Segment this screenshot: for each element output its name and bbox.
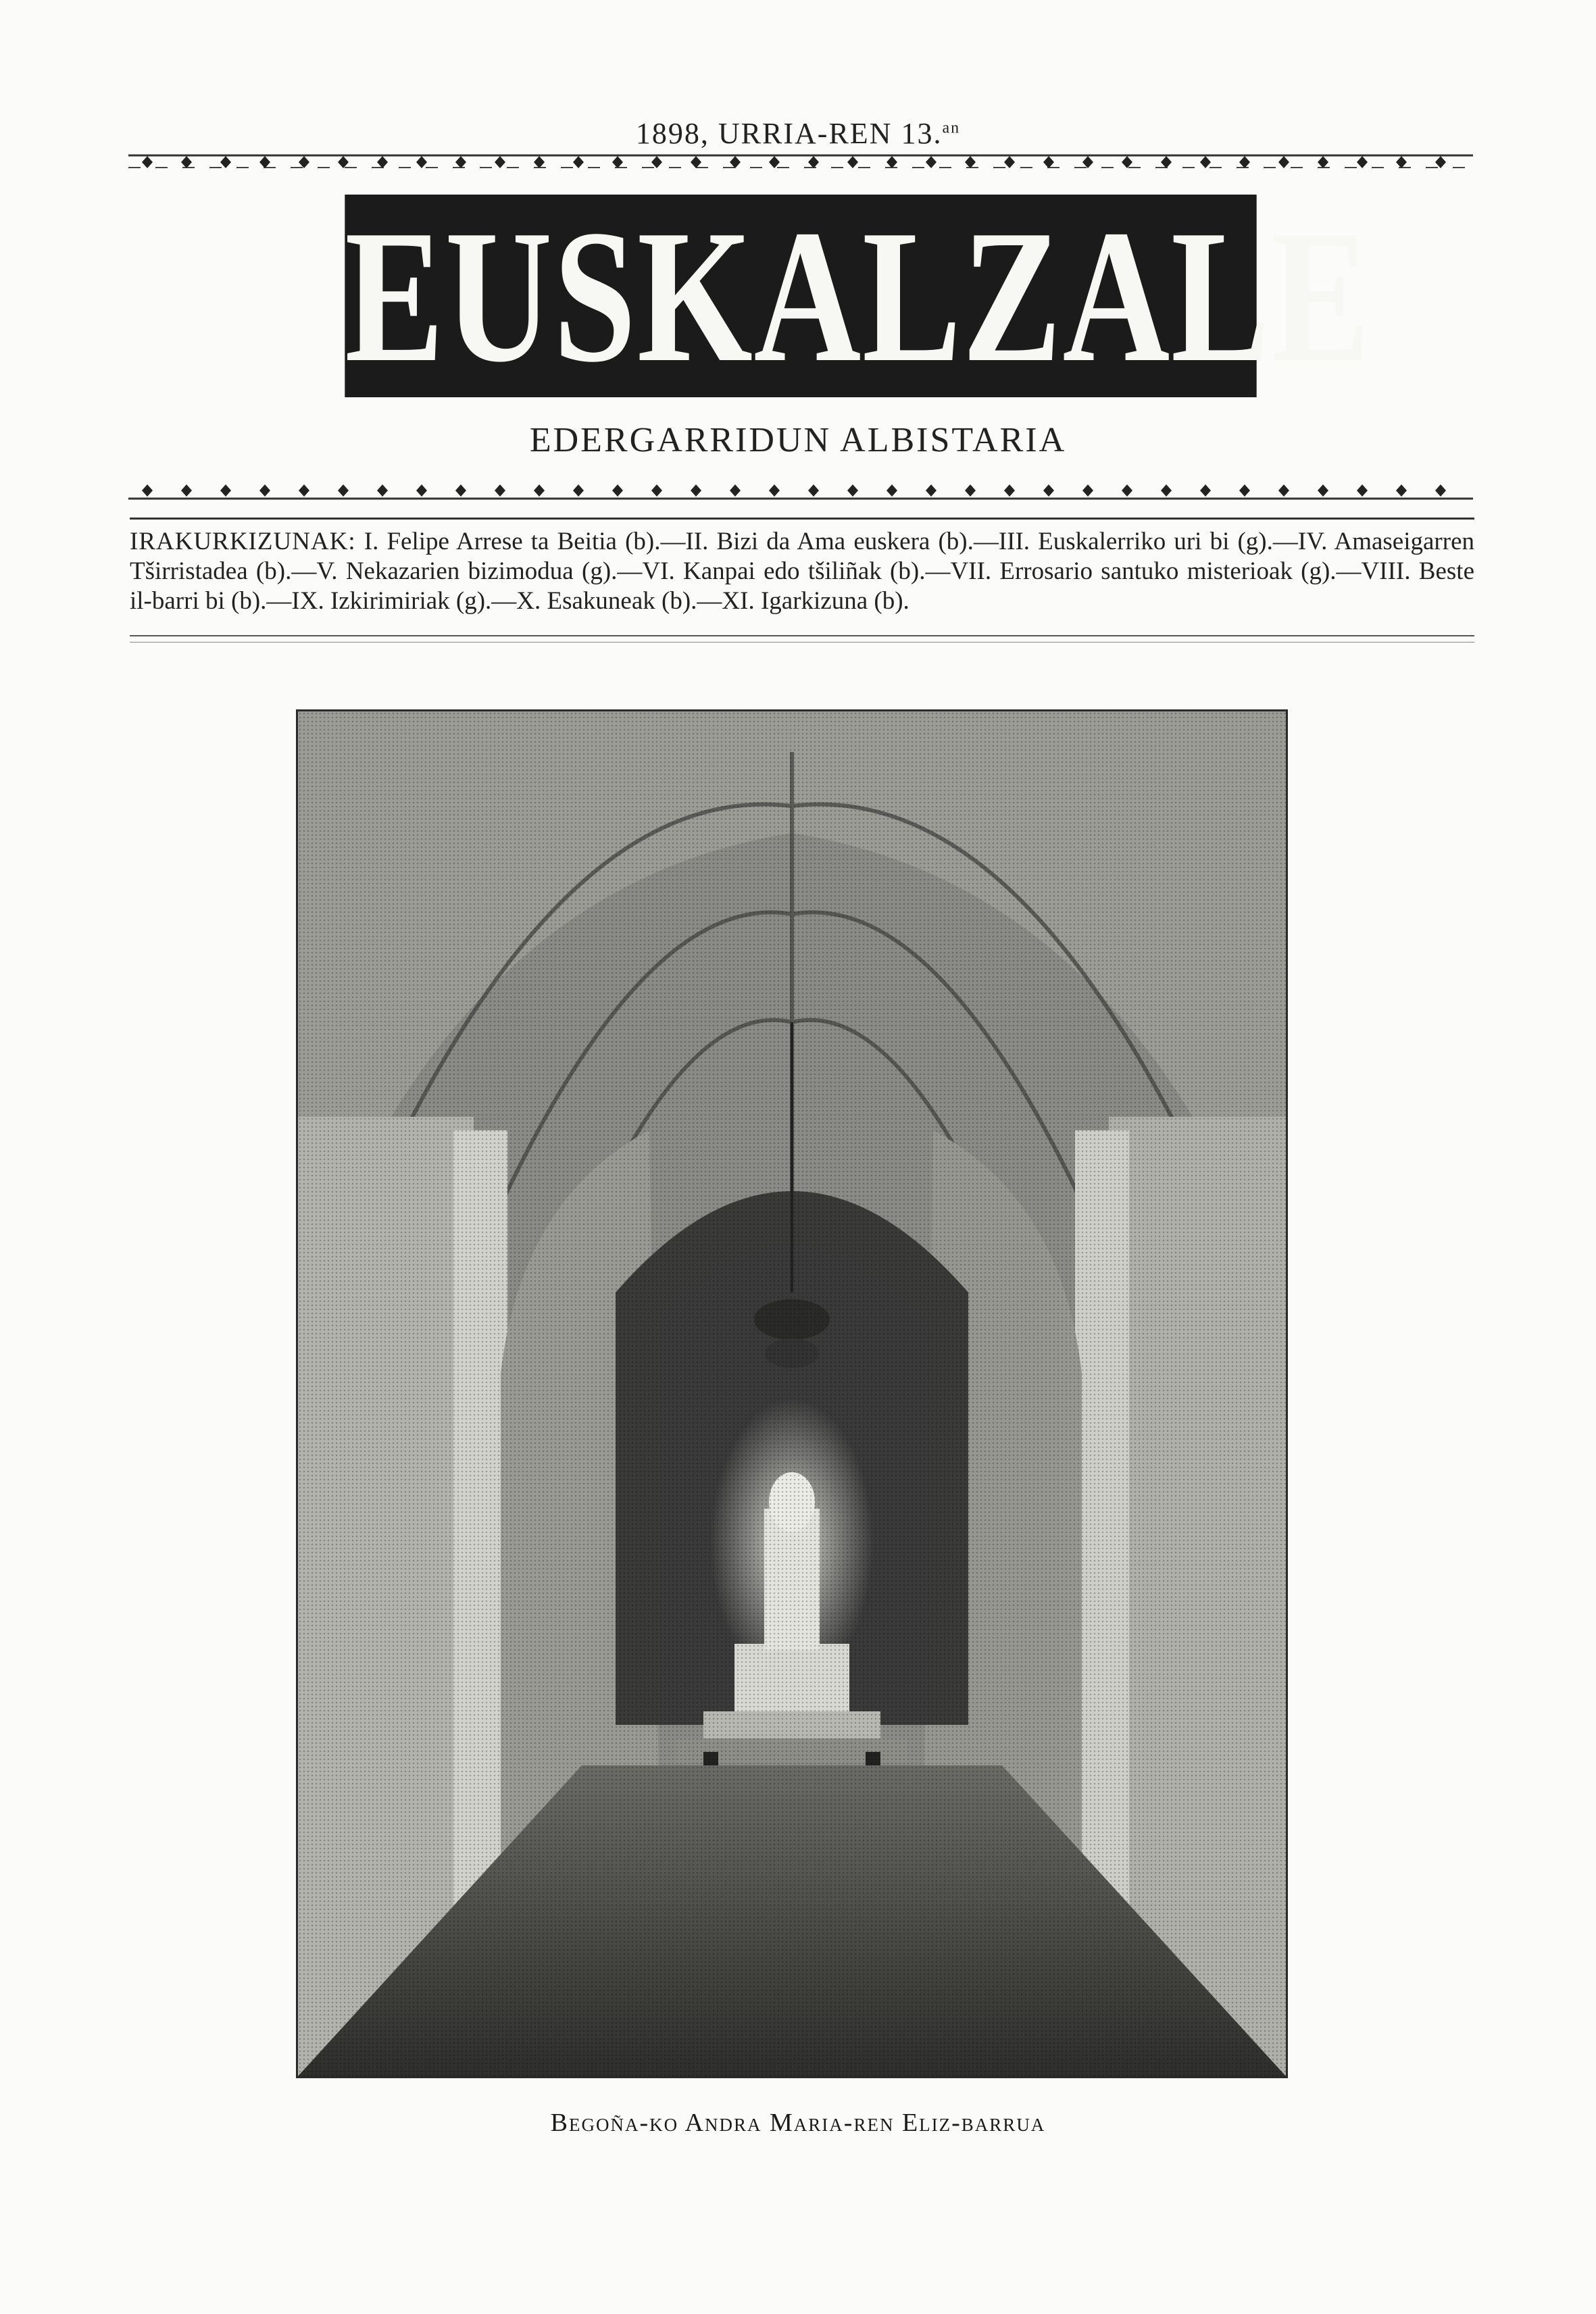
ornament-motif — [612, 484, 623, 497]
ornament-motif — [887, 156, 897, 168]
ornament-motif — [1122, 156, 1132, 168]
ornament-motif — [612, 156, 623, 168]
ornament-motif — [142, 484, 153, 497]
ornament-motif — [926, 156, 937, 168]
ornament-motif — [651, 484, 662, 497]
ornament-motif — [1200, 484, 1211, 497]
ornament-motif — [455, 156, 466, 168]
ornament-motif — [769, 156, 780, 168]
ornament-motif — [887, 484, 897, 497]
ornament-motif — [691, 484, 701, 497]
contents-top-rule — [130, 518, 1474, 520]
ornament-motif — [1318, 156, 1328, 168]
ornament-motif — [1357, 484, 1368, 497]
ornament-motif — [181, 156, 192, 168]
contents-body: I. Felipe Arrese ta Beitia (b).—II. Bizi da Ama euskera (b).—III. Euskalerriko uri bi (g).—IV. Amaseigarren Tširristadea (b).—V. Nekazarien bizimodua (g).—VI. Kanpai edo tšiliñak (b).—VII. Errosario santuko misterioak (g).—VIII. Beste il-barri bi (b).—IX. Izkirimiriak (g).—X. Esakuneak (b).—XI. Igarkizuna (b). — [130, 528, 1474, 615]
ornament-motif — [808, 156, 819, 168]
ornament-motif — [1278, 156, 1289, 168]
ornament-motif — [1239, 484, 1250, 497]
ornament-motif — [1396, 156, 1407, 168]
ornament-motif — [847, 156, 858, 168]
ornament-motif — [1239, 156, 1250, 168]
ornament-motif — [377, 156, 388, 168]
dateline-text: 1898, URRIA-REN 13. — [635, 117, 943, 150]
ornament-motif — [1043, 484, 1054, 497]
ornament-motif — [1043, 156, 1054, 168]
ornament-motif — [1004, 156, 1015, 168]
ornament-motif — [808, 484, 819, 497]
ornament-motif — [965, 484, 976, 497]
ornament-motif — [1122, 484, 1132, 497]
ornament-motif — [730, 156, 741, 168]
ornament-motif — [1357, 156, 1368, 168]
ornament-motif — [651, 156, 662, 168]
ornament-motif — [769, 484, 780, 497]
masthead-title: EUSKALZALE — [345, 191, 1372, 401]
ornament-motif — [1435, 484, 1446, 497]
ornament-motif — [691, 156, 701, 168]
ornament-motif — [259, 484, 270, 497]
ornament-motif — [416, 156, 427, 168]
table-of-contents — [130, 527, 1474, 616]
ornament-motif — [926, 484, 937, 497]
ornament-motif — [1200, 156, 1211, 168]
contents-bottom-rule — [130, 635, 1474, 636]
ornament-motif — [847, 484, 858, 497]
ornament-motif — [377, 484, 388, 497]
ornament-motif — [1082, 156, 1093, 168]
ornament-motif — [299, 156, 309, 168]
ornament-motif — [573, 156, 584, 168]
ornament-motif — [534, 156, 545, 168]
ornament-motif — [573, 484, 584, 497]
contents-heading: IRAKURKIZUNAK: — [130, 528, 356, 555]
ornament-motif — [1278, 484, 1289, 497]
top-ornament-border — [128, 150, 1473, 177]
ornament-motif — [965, 156, 976, 168]
ornament-motif — [338, 484, 349, 497]
ornament-motif — [1318, 484, 1328, 497]
ornament-motif — [495, 156, 505, 168]
ornament-motif — [1161, 484, 1172, 497]
ornament-motif — [1004, 484, 1015, 497]
subtitle: EDERGARRIDUN ALBISTARIA — [529, 421, 1067, 459]
figure-caption: Begoña-ko Andra Maria-ren Eliz-barrua — [550, 2109, 1046, 2137]
ornament-motif — [142, 156, 153, 168]
ornament-motif — [220, 484, 231, 497]
ornament-motif — [181, 484, 192, 497]
ornament-motif — [416, 484, 427, 497]
ornament-motif — [455, 484, 466, 497]
ornament-motif — [1435, 156, 1446, 168]
church-interior-photo — [296, 709, 1288, 2078]
ornament-motif — [495, 484, 505, 497]
ornament-motif — [259, 156, 270, 168]
ornament-motif — [1161, 156, 1172, 168]
dateline — [0, 116, 1596, 151]
church-interior-illustration — [298, 711, 1286, 2076]
ornament-motif — [534, 484, 545, 497]
ornament-motif — [220, 156, 231, 168]
ornament-motif — [338, 156, 349, 168]
bottom-ornament-border — [128, 478, 1473, 505]
ornament-motif — [1396, 484, 1407, 497]
ornament-motif — [1082, 484, 1093, 497]
contents-bottom-rule-thin — [130, 642, 1474, 643]
dateline-suffix: an — [942, 119, 961, 137]
ornament-motif — [730, 484, 741, 497]
ornament-motif — [299, 484, 309, 497]
